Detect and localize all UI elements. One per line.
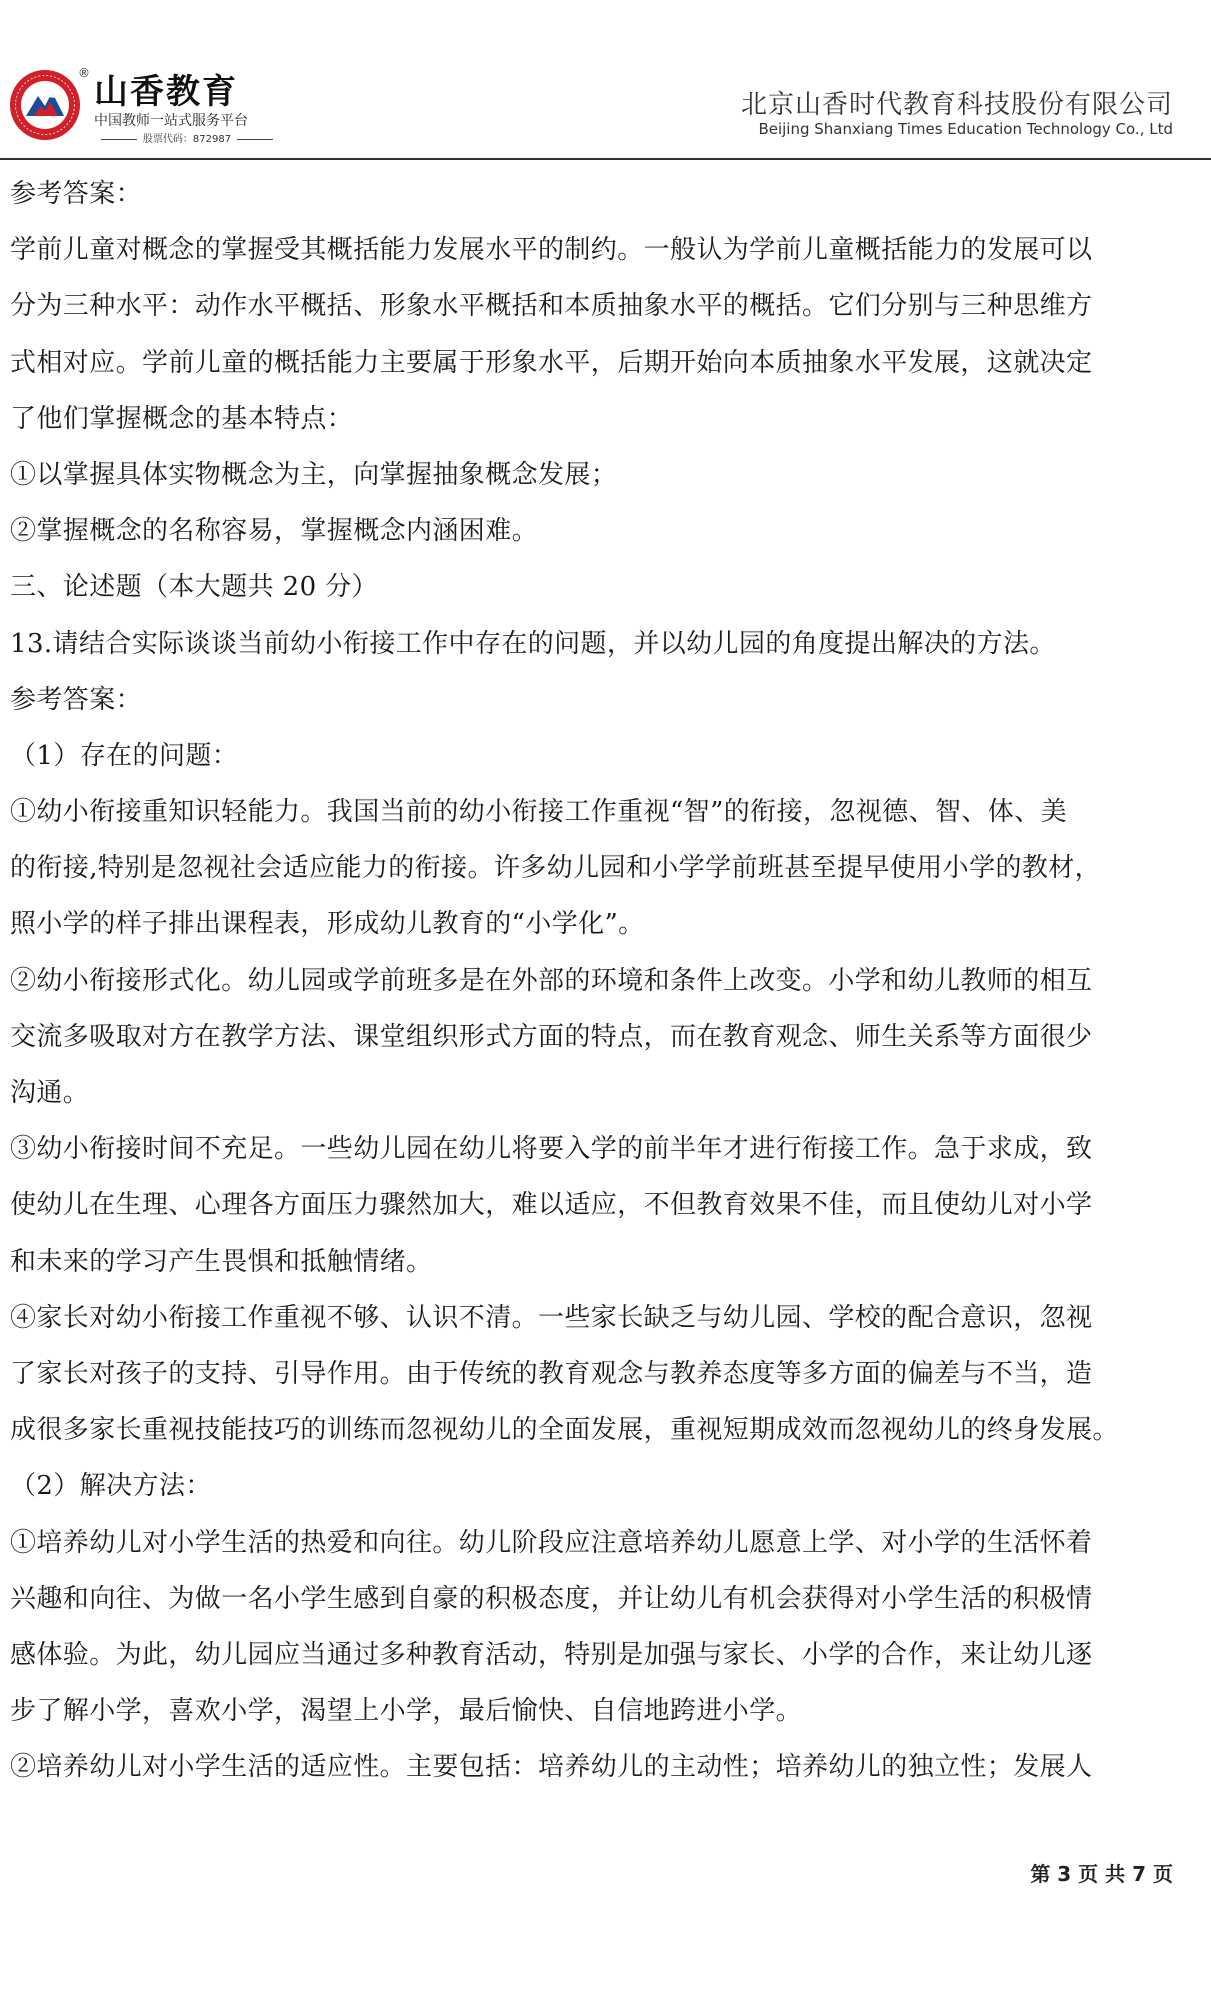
text-line: 的衔接,特别是忽视社会适应能力的衔接。许多幼儿园和小学学前班甚至提早使用小学的教材， xyxy=(10,853,1102,884)
text-line: ①培养幼儿对小学生活的热爱和向往。幼儿阶段应注意培养幼儿愿意上学、对小学的生活怀着 xyxy=(10,1527,1093,1558)
text-line: ①以掌握具体实物概念为主，向掌握抽象概念发展； xyxy=(10,459,618,490)
text-line: 和未来的学习产生畏惧和抵触情绪。 xyxy=(10,1246,433,1277)
text-line: ④家长对幼小衔接工作重视不够、认识不清。一些家长缺乏与幼儿园、学校的配合意识，忽视 xyxy=(10,1302,1093,1333)
header-divider xyxy=(0,158,1211,160)
text-line: 兴趣和向往、为做一名小学生感到自豪的积极态度，并让幼儿有机会获得对小学生活的积极情 xyxy=(10,1583,1093,1614)
text-line: 学前儿童对概念的掌握受其概括能力发展水平的制约。一般认为学前儿童概括能力的发展可以 xyxy=(10,235,1093,266)
text-line: 13.请结合实际谈谈当前幼小衔接工作中存在的问题，并以幼儿园的角度提出解决的方法。 xyxy=(10,628,1056,659)
text-line: 使幼儿在生理、心理各方面压力骤然加大，难以适应，不但教育效果不佳，而且使幼儿对小学 xyxy=(10,1190,1093,1221)
stock-code: 股票代码：872987 xyxy=(94,130,280,145)
document-body xyxy=(10,166,1182,1795)
text-line: ③幼小衔接时间不充足。一些幼儿园在幼儿将要入学的前半年才进行衔接工作。急于求成，致 xyxy=(10,1134,1093,1165)
text-line: 成很多家长重视技能技巧的训练而忽视幼儿的全面发展，重视短期成效而忽视幼儿的终身发展。 xyxy=(10,1415,1119,1446)
text-line: ①幼小衔接重知识轻能力。我国当前的幼小衔接工作重视“智”的衔接，忽视德、智、体、美 xyxy=(10,797,1067,828)
text-line: 了他们掌握概念的基本特点： xyxy=(10,403,354,434)
brand-logo xyxy=(8,64,288,146)
brand-tagline: 中国教师一站式服务平台 xyxy=(94,113,248,129)
text-line: 感体验。为此，幼儿园应当通过多种教育活动，特别是加强与家长、小学的合作，来让幼儿逐 xyxy=(10,1639,1093,1670)
text-line: 分为三种水平：动作水平概括、形象水平概括和本质抽象水平的概括。它们分别与三种思维方 xyxy=(10,291,1093,322)
text-line: 步了解小学，喜欢小学，渴望上小学，最后愉快、自信地跨进小学。 xyxy=(10,1696,803,1727)
page-number: 第 3 页 共 7 页 xyxy=(1030,1862,1173,1886)
brand-name: 山香教育 xyxy=(94,72,238,112)
text-line: ②培养幼儿对小学生活的适应性。主要包括：培养幼儿的主动性；培养幼儿的独立性；发展人 xyxy=(10,1752,1093,1783)
text-line: 三、论述题（本大题共 20 分） xyxy=(10,572,379,603)
text-line: 了家长对孩子的支持、引导作用。由于传统的教育观念与教养态度等多方面的偏差与不当，造 xyxy=(10,1358,1093,1389)
text-line: ②幼小衔接形式化。幼儿园或学前班多是在外部的环境和条件上改变。小学和幼儿教师的相互 xyxy=(10,965,1093,996)
registered-mark: ® xyxy=(78,66,90,80)
text-line: 交流多吸取对方在教学方法、课堂组织形式方面的特点，而在教育观念、师生关系等方面很少 xyxy=(10,1021,1093,1052)
company-name-cn: 北京山香时代教育科技股份有限公司 xyxy=(740,90,1173,120)
page-header xyxy=(0,0,1211,168)
company-name-en: Beijing Shanxiang Times Education Technology Co., Ltd xyxy=(758,120,1173,138)
text-line: ②掌握概念的名称容易，掌握概念内涵困难。 xyxy=(10,516,539,547)
text-line: 参考答案： xyxy=(10,684,143,715)
text-line: 照小学的样子排出课程表，形成幼儿教育的“小学化”。 xyxy=(10,909,645,940)
shanxiang-seal-icon xyxy=(8,68,82,142)
text-line: （1）存在的问题： xyxy=(10,740,239,771)
text-line: （2）解决方法： xyxy=(10,1471,212,1502)
text-line: 式相对应。学前儿童的概括能力主要属于形象水平，后期开始向本质抽象水平发展，这就决定 xyxy=(10,347,1093,378)
text-line: 沟通。 xyxy=(10,1078,90,1108)
text-line: 参考答案： xyxy=(10,179,143,209)
